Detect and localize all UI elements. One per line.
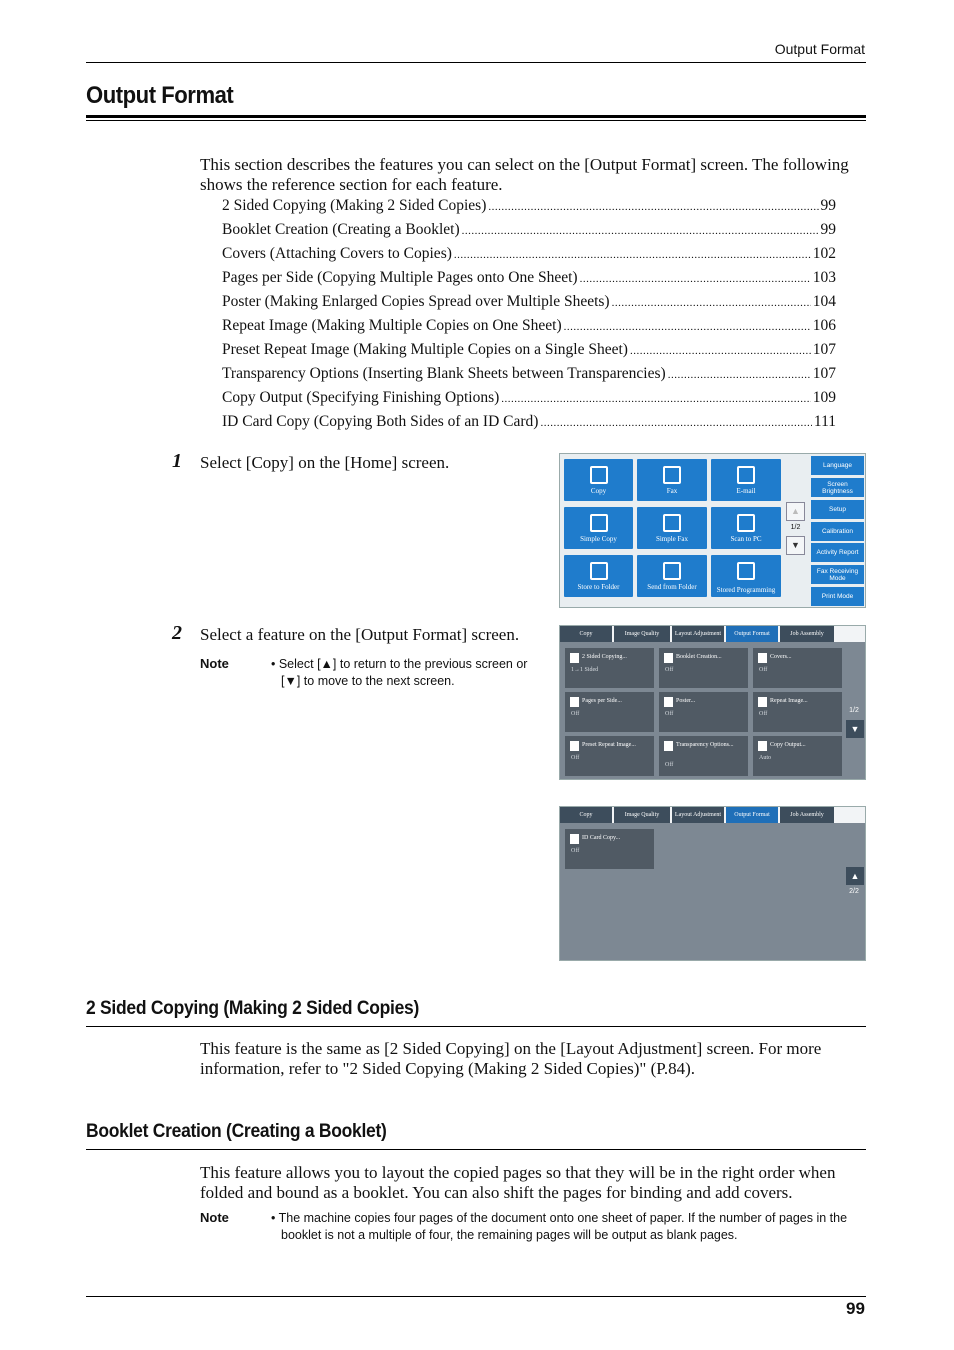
output-format-screen-1 <box>559 625 866 780</box>
print-mode-button[interactable]: Print Mode <box>811 587 864 606</box>
tab-output-format[interactable]: Output Format <box>726 626 778 642</box>
step-number: 1 <box>172 450 182 472</box>
intro-paragraph: This section describes the features you can select on the [Output Format] screen. The following shows the reference section for each feature. <box>200 155 849 194</box>
pages-per-side-button[interactable]: Pages per Side... Off <box>565 692 654 732</box>
note-line: • Select [▲] to return to the previous screen or <box>271 657 528 671</box>
simple-fax-tile[interactable]: Simple Fax <box>637 507 707 549</box>
toc-entry[interactable]: Pages per Side (Copying Multiple Pages onto One Sheet) ..... 103 <box>222 269 836 293</box>
activity-report-button[interactable]: Activity Report <box>811 543 864 562</box>
title-rule-thin <box>86 120 866 121</box>
preset-repeat-image-button[interactable]: Preset Repeat Image... Off <box>565 736 654 776</box>
note-label: Note <box>200 1210 229 1225</box>
toc-entry[interactable]: Transparency Options (Inserting Blank Sheets between Transparencies) ..... 107 <box>222 365 836 389</box>
section-title: 2 Sided Copying (Making 2 Sided Copies) <box>86 998 420 1019</box>
running-header: Output Format <box>774 41 865 57</box>
copy-output-icon <box>758 741 767 751</box>
page-indicator: 1/2 <box>849 707 859 714</box>
booklet-icon <box>664 653 673 663</box>
page-up-button[interactable]: ▲ <box>786 502 805 521</box>
page-down-button[interactable]: ▼ <box>786 536 805 555</box>
id-card-copy-button[interactable]: ID Card Copy... Off <box>565 829 654 869</box>
copy-tile[interactable]: Copy <box>564 459 633 501</box>
header-rule <box>86 62 866 63</box>
covers-button[interactable]: Covers... Off <box>753 648 842 688</box>
store-to-folder-tile[interactable]: Store to Folder <box>564 555 633 597</box>
step-number: 2 <box>172 622 182 644</box>
poster-icon <box>664 697 673 707</box>
section-rule <box>86 1026 866 1027</box>
tab-image-quality[interactable]: Image Quality <box>614 807 670 823</box>
toc-entry[interactable]: ID Card Copy (Copying Both Sides of an ID Card) ..... 111 <box>222 413 836 437</box>
language-button[interactable]: Language <box>811 456 864 475</box>
preset-repeat-icon <box>570 741 579 751</box>
tab-copy[interactable]: Copy <box>560 807 612 823</box>
toc-list <box>222 197 836 437</box>
screen-brightness-button[interactable]: Screen Brightness <box>811 478 864 497</box>
two-sided-copying-button[interactable]: 2 Sided Copying... 1→1 Sided <box>565 648 654 688</box>
step-text: Select [Copy] on the [Home] screen. <box>200 453 450 472</box>
toc-entry[interactable]: Preset Repeat Image (Making Multiple Copies on a Single Sheet) ..... 107 <box>222 341 836 365</box>
section-rule <box>86 1149 866 1150</box>
poster-button[interactable]: Poster... Off <box>659 692 748 732</box>
toc-entry[interactable]: Repeat Image (Making Multiple Copies on One Sheet) ..... 106 <box>222 317 836 341</box>
step-text: Select a feature on the [Output Format] screen. <box>200 625 520 644</box>
note-line: booklet is not a multiple of four, the remaining pages will be output as blank pages. <box>281 1228 738 1242</box>
toc-entry[interactable]: Covers (Attaching Covers to Copies) ..... 102 <box>222 245 836 269</box>
note-line: [▼] to move to the next screen. <box>281 674 455 688</box>
fax-tile[interactable]: Fax <box>637 459 707 501</box>
stored-programming-tile[interactable]: Stored Programming <box>711 555 781 597</box>
copy-output-button[interactable]: Copy Output... Auto <box>753 736 842 776</box>
two-sided-icon <box>570 653 579 663</box>
section-title: Booklet Creation (Creating a Booklet) <box>86 1121 387 1142</box>
pages-per-side-icon <box>570 697 579 707</box>
section-body: This feature is the same as [2 Sided Copying] on the [Layout Adjustment] screen. For more information, refer to "2 Sided Copying (Making 2 Sided Copies)" (P.84). <box>200 1039 822 1078</box>
section-body: This feature allows you to layout the copied pages so that they will be in the right order when folded and bound as a booklet. You can also shift the pages for binding and add covers. <box>200 1163 836 1202</box>
setup-button[interactable]: Setup <box>811 500 864 519</box>
transparency-options-button[interactable]: Transparency Options... Off <box>659 736 748 776</box>
tab-layout-adjustment[interactable]: Layout Adjustment <box>672 626 724 642</box>
tab-layout-adjustment[interactable]: Layout Adjustment <box>672 807 724 823</box>
toc-entry[interactable]: 2 Sided Copying (Making 2 Sided Copies) ..... 99 <box>222 197 836 221</box>
email-tile[interactable]: E-mail <box>711 459 781 501</box>
page-up-button[interactable]: ▲ <box>846 867 864 885</box>
toc-entry[interactable]: Copy Output (Specifying Finishing Options) ..... 109 <box>222 389 836 413</box>
tab-image-quality[interactable]: Image Quality <box>614 626 670 642</box>
covers-icon <box>758 653 767 663</box>
page-title: Output Format <box>86 82 234 109</box>
tab-copy[interactable]: Copy <box>560 626 612 642</box>
footer-rule <box>86 1296 866 1297</box>
page-down-button[interactable]: ▼ <box>846 720 864 738</box>
note-line: • The machine copies four pages of the document onto one sheet of paper. If the number of pages in the <box>271 1211 848 1225</box>
booklet-creation-button[interactable]: Booklet Creation... Off <box>659 648 748 688</box>
tab-job-assembly[interactable]: Job Assembly <box>780 626 834 642</box>
send-from-folder-tile[interactable]: Send from Folder <box>637 555 707 597</box>
title-rule <box>86 115 866 118</box>
repeat-image-icon <box>758 697 767 707</box>
page-indicator: 1/2 <box>790 524 801 531</box>
transparency-icon <box>664 741 673 751</box>
id-card-icon <box>570 834 579 844</box>
output-format-screen-2 <box>559 806 866 961</box>
fax-receiving-mode-button[interactable]: Fax Receiving Mode <box>811 565 864 584</box>
toc-entry[interactable]: Poster (Making Enlarged Copies Spread over Multiple Sheets) ..... 104 <box>222 293 836 317</box>
note-label: Note <box>200 656 229 671</box>
tab-job-assembly[interactable]: Job Assembly <box>780 807 834 823</box>
toc-entry[interactable]: Booklet Creation (Creating a Booklet) ..... 99 <box>222 221 836 245</box>
tab-output-format[interactable]: Output Format <box>726 807 778 823</box>
repeat-image-button[interactable]: Repeat Image... Off <box>753 692 842 732</box>
page-number: 99 <box>846 1299 865 1318</box>
simple-copy-tile[interactable]: Simple Copy <box>564 507 633 549</box>
page-indicator: 2/2 <box>849 888 859 895</box>
scan-to-pc-tile[interactable]: Scan to PC <box>711 507 781 549</box>
calibration-button[interactable]: Calibration <box>811 522 864 541</box>
